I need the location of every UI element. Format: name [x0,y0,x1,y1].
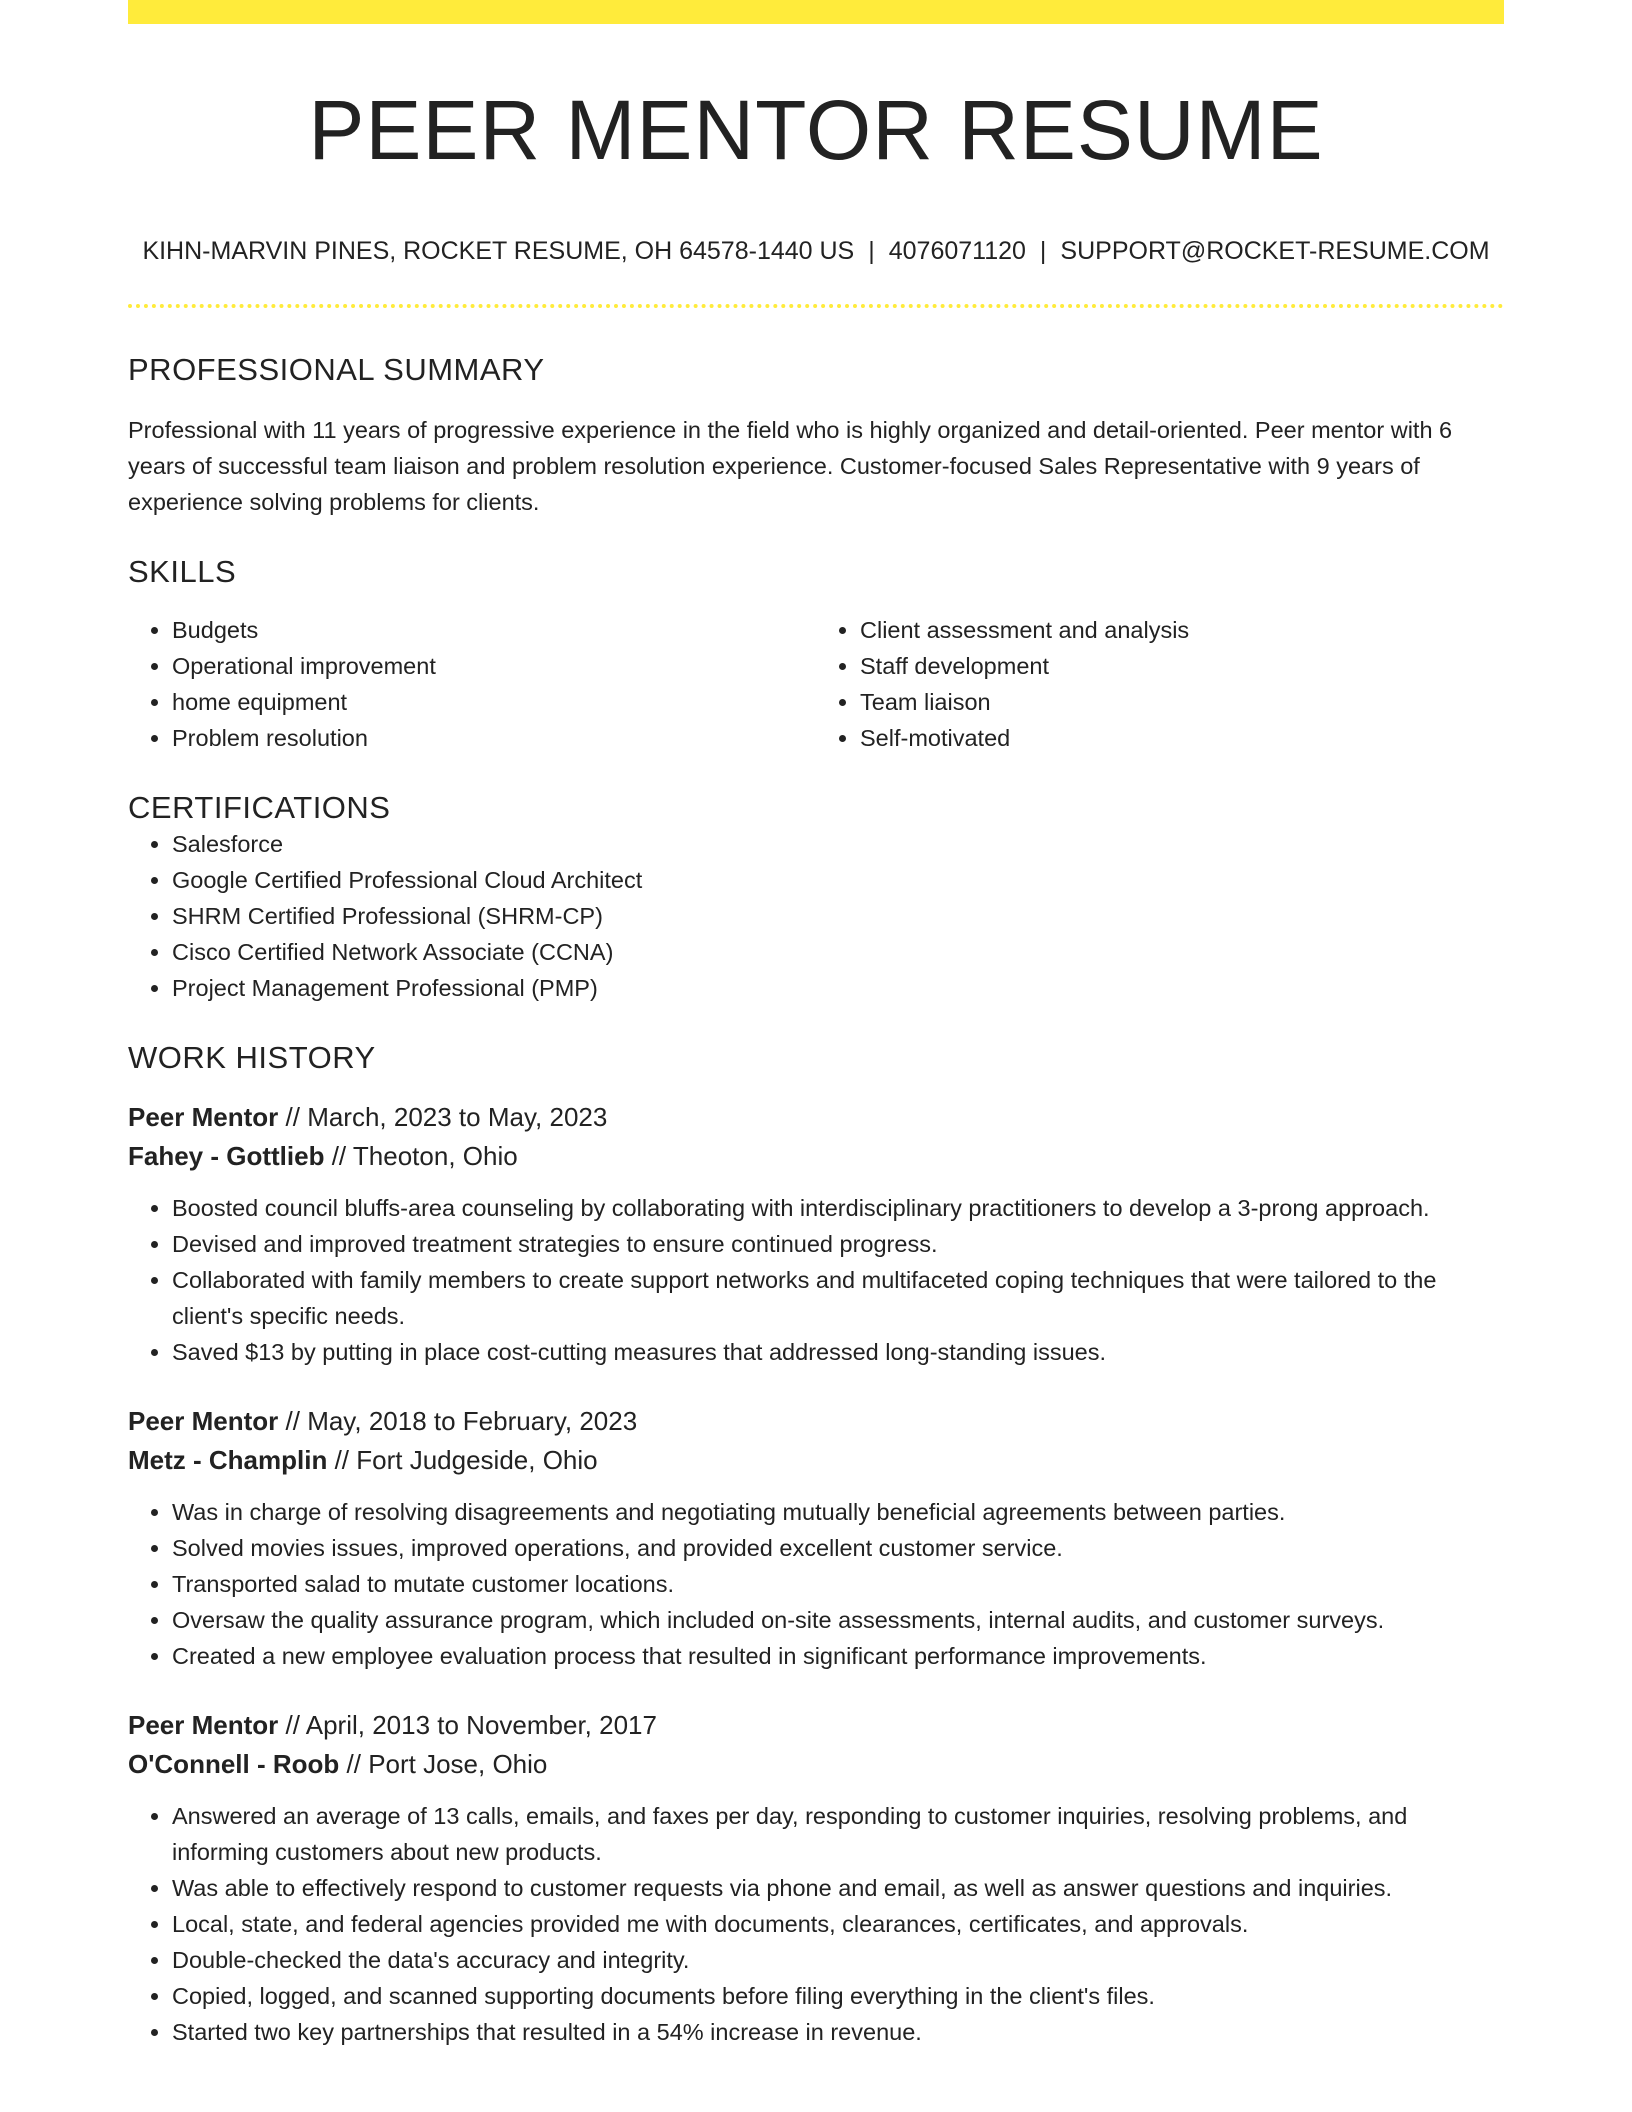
job-role: Peer Mentor [128,1405,279,1436]
summary-text: Professional with 11 years of progressive experience in the field who is highly organized and detail-oriented. Peer mentor with 6 years of successful team liaison and problem resolution experience. Customer-focused Sales Representative with 9 years of experience solving problems for clients. [128,416,1453,515]
job-bullet: • Transported salad to mutate customer locations. [172,1566,1504,1602]
job-bullet: • Saved $13 by putting in place cost-cutting measures that addressed long-standing issues. [172,1334,1504,1370]
job-company: Metz - Champlin [128,1444,328,1475]
skill-item: • Self-motivated [860,720,1504,756]
contact-separator: | [1039,236,1047,265]
accent-bar [128,0,1504,24]
job-bullet: • Was able to effectively respond to customer requests via phone and email, as well as answer questions and inquiries. [172,1870,1504,1906]
job-separator: // [285,1101,300,1132]
job-separator: // [334,1444,350,1475]
contact-email: SUPPORT@ROCKET-RESUME.COM [1060,236,1490,265]
skill-item: • Budgets [172,612,816,648]
job-company: O'Connell - Roob [128,1748,340,1779]
job-entry [128,1098,1504,1370]
skill-item: • home equipment [172,684,816,720]
job-bullet: • Was in charge of resolving disagreements and negotiating mutually beneficial agreements between parties. [172,1494,1504,1530]
job-separator: // [285,1709,300,1740]
job-location: Fort Judgeside, Ohio [356,1444,598,1475]
dotted-divider [128,304,1504,308]
skills-list-right [816,612,1504,756]
job-role-line [128,1098,1504,1137]
skill-item: • Staff development [860,648,1504,684]
skills-list-left [128,612,816,756]
skill-item: • Client assessment and analysis [860,612,1504,648]
certification-item: • SHRM Certified Professional (SHRM-CP) [172,898,1504,934]
contact-separator: | [868,236,875,265]
certification-item: • Cisco Certified Network Associate (CCNA) [172,934,1504,970]
job-bullet: • Devised and improved treatment strategies to ensure continued progress. [172,1226,1504,1262]
job-company-line [128,1137,1504,1176]
summary-heading: PROFESSIONAL SUMMARY [128,351,545,387]
skills-columns [128,612,1504,756]
contact-phone: 4076071120 [888,236,1026,265]
job-separator: // [346,1748,361,1779]
job-role: Peer Mentor [128,1101,279,1132]
job-entry [128,1706,1504,2050]
job-dates: April, 2013 to November, 2017 [305,1709,657,1740]
job-role-line [128,1706,1504,1745]
job-role-line [128,1402,1504,1441]
job-role: Peer Mentor [128,1709,279,1740]
skills-heading: SKILLS [128,553,237,589]
resume-page [128,0,1504,2050]
certifications-list [128,826,1504,1006]
job-bullets [128,1494,1504,1674]
job-dates: May, 2018 to February, 2023 [307,1405,638,1436]
job-company-line [128,1745,1504,1784]
job-bullets [128,1190,1504,1370]
skill-item: • Operational improvement [172,648,816,684]
contact-line [128,237,1504,266]
job-bullet: • Oversaw the quality assurance program, which included on-site assessments, internal audits, and customer surveys. [172,1602,1504,1638]
job-company: Fahey - Gottlieb [128,1140,325,1171]
resume-title: PEER MENTOR RESUME [308,83,1324,177]
job-location: Port Jose, Ohio [368,1748,548,1779]
job-bullet: • Copied, logged, and scanned supporting documents before filing everything in the client's files. [172,1978,1504,2014]
skill-item: • Team liaison [860,684,1504,720]
job-bullet: • Answered an average of 13 calls, emails, and faxes per day, responding to customer inquiries, resolving problems, and informing customers about new products. [172,1798,1504,1870]
job-bullet: • Collaborated with family members to create support networks and multifaceted coping techniques that were tailored to the client's specific needs. [172,1262,1504,1334]
certifications-heading: CERTIFICATIONS [128,789,391,825]
job-bullet: • Started two key partnerships that resulted in a 54% increase in revenue. [172,2014,1504,2050]
job-location: Theoton, Ohio [352,1140,518,1171]
job-bullet: • Local, state, and federal agencies provided me with documents, clearances, certificates, and approvals. [172,1906,1504,1942]
job-dates: March, 2023 to May, 2023 [307,1101,608,1132]
job-bullet: • Created a new employee evaluation process that resulted in significant performance improvements. [172,1638,1504,1674]
job-bullets [128,1798,1504,2050]
job-bullet: • Boosted council bluffs-area counseling by collaborating with interdisciplinary practitioners to develop a 3-prong approach. [172,1190,1504,1226]
job-company-line [128,1441,1504,1480]
job-entry [128,1402,1504,1674]
work-history-heading: WORK HISTORY [128,1039,376,1075]
job-bullet: • Double-checked the data's accuracy and integrity. [172,1942,1504,1978]
contact-address: KIHN-MARVIN PINES, ROCKET RESUME, OH 64578-1440 US [142,236,855,265]
skill-item: • Problem resolution [172,720,816,756]
certification-item: • Project Management Professional (PMP) [172,970,1504,1006]
certification-item: • Google Certified Professional Cloud Architect [172,862,1504,898]
job-separator: // [331,1140,347,1171]
certification-item: • Salesforce [172,826,1504,862]
job-bullet: • Solved movies issues, improved operations, and provided excellent customer service. [172,1530,1504,1566]
job-separator: // [285,1405,300,1436]
